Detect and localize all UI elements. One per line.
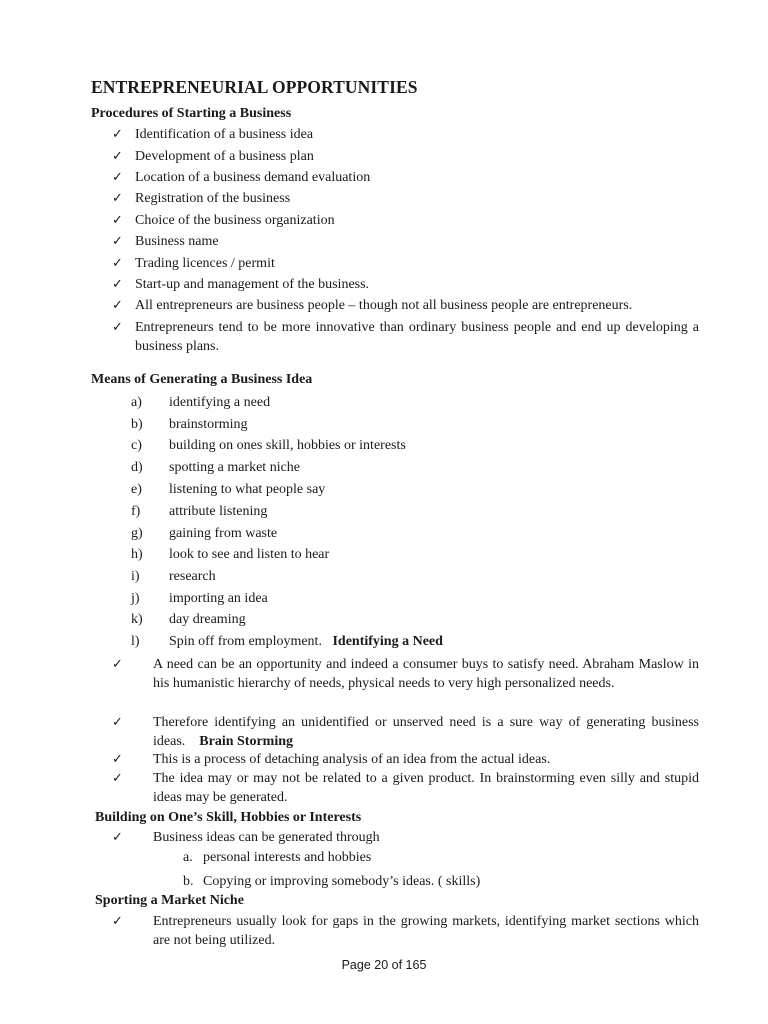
list-item: personal interests and hobbies bbox=[203, 850, 372, 865]
building-heading: Building on One’s Skill, Hobbies or Interests bbox=[95, 810, 362, 825]
paragraph: A need can be an opportunity and indeed a consumer buys to satisfy need. Abraham Maslow in his humanistic hierarchy of needs, physical needs to very high personalized needs. bbox=[153, 657, 699, 691]
checkmark-icon: ✓ bbox=[112, 914, 123, 929]
list-item: Start-up and management of the business. bbox=[135, 277, 370, 292]
paragraph: This is a process of detaching analysis of an idea from the actual ideas. bbox=[153, 752, 551, 767]
paragraph: Business ideas can be generated through bbox=[153, 830, 380, 845]
list-label: f) bbox=[131, 504, 141, 519]
checkmark-icon: ✓ bbox=[112, 234, 123, 249]
inline-heading-identifying-a-need: Identifying a Need bbox=[332, 634, 443, 649]
list-item: brainstorming bbox=[169, 417, 248, 432]
list-item: building on ones skill, hobbies or interests bbox=[169, 438, 406, 453]
list-label: e) bbox=[131, 482, 142, 497]
checkmark-icon: ✓ bbox=[112, 657, 123, 672]
checkmark-icon: ✓ bbox=[112, 298, 123, 313]
page-number: Page 20 of 165 bbox=[341, 958, 427, 972]
checkmark-icon: ✓ bbox=[112, 771, 123, 786]
list-item: listening to what people say bbox=[169, 482, 326, 497]
checkmark-icon: ✓ bbox=[112, 752, 123, 767]
checkmark-icon: ✓ bbox=[112, 191, 123, 206]
list-item: Business name bbox=[135, 234, 219, 249]
paragraph: The idea may or may not be related to a given product. In brainstorming even silly and stupid ideas may be generated. bbox=[153, 771, 699, 805]
checkmark-icon: ✓ bbox=[112, 149, 123, 164]
list-label: j) bbox=[131, 591, 140, 606]
list-item: gaining from waste bbox=[169, 526, 278, 541]
means-heading: Means of Generating a Business Idea bbox=[91, 372, 313, 387]
list-item: Registration of the business bbox=[135, 191, 291, 206]
list-item: day dreaming bbox=[169, 612, 246, 627]
checkmark-icon: ✓ bbox=[112, 213, 123, 228]
list-label: c) bbox=[131, 438, 142, 453]
list-item: Trading licences / permit bbox=[135, 256, 275, 271]
procedures-heading: Procedures of Starting a Business bbox=[91, 106, 292, 121]
list-item: attribute listening bbox=[169, 504, 268, 519]
list-label: a) bbox=[131, 395, 142, 410]
list-label: k) bbox=[131, 612, 143, 627]
list-item: spotting a market niche bbox=[169, 460, 301, 475]
paragraph bbox=[153, 713, 699, 751]
checkmark-icon: ✓ bbox=[112, 320, 123, 335]
list-item: Development of a business plan bbox=[135, 149, 314, 164]
list-label: d) bbox=[131, 460, 143, 475]
list-item: All entrepreneurs are business people – though not all business people are entrepreneurs. bbox=[135, 298, 633, 313]
list-label: l) bbox=[131, 634, 140, 649]
page-title: ENTREPRENEURIAL OPPORTUNITIES bbox=[91, 77, 418, 97]
list-item: Choice of the business organization bbox=[135, 213, 335, 228]
checkmark-icon: ✓ bbox=[112, 256, 123, 271]
checkmark-icon: ✓ bbox=[112, 715, 123, 730]
list-label: a. bbox=[183, 850, 193, 865]
list-item-text: Spin off from employment. bbox=[169, 634, 322, 649]
checkmark-icon: ✓ bbox=[112, 127, 123, 142]
list-label: b) bbox=[131, 417, 143, 432]
list-label: h) bbox=[131, 547, 143, 562]
list-label: g) bbox=[131, 526, 143, 541]
paragraph-text: Therefore identifying an unidentified or unserved need is a sure way of generating business ideas. bbox=[153, 715, 699, 749]
list-item: Location of a business demand evaluation bbox=[135, 170, 371, 185]
list-item: identifying a need bbox=[169, 395, 271, 410]
checkmark-icon: ✓ bbox=[112, 830, 123, 845]
list-label: i) bbox=[131, 569, 140, 584]
checkmark-icon: ✓ bbox=[112, 277, 123, 292]
list-item: research bbox=[169, 569, 216, 584]
list-label: b. bbox=[183, 874, 194, 889]
list-item: look to see and listen to hear bbox=[169, 547, 330, 562]
list-item: Identification of a business idea bbox=[135, 127, 314, 142]
list-item: importing an idea bbox=[169, 591, 268, 606]
list-item bbox=[169, 632, 443, 651]
list-item: Entrepreneurs tend to be more innovative than ordinary business people and end up developing a business plans. bbox=[135, 320, 699, 354]
niche-heading: Sporting a Market Niche bbox=[95, 893, 244, 908]
checkmark-icon: ✓ bbox=[112, 170, 123, 185]
inline-heading-brain-storming: Brain Storming bbox=[199, 734, 293, 749]
list-item: Copying or improving somebody’s ideas. ( skills) bbox=[203, 874, 481, 889]
paragraph: Entrepreneurs usually look for gaps in the growing markets, identifying market sections which are not being utilized. bbox=[153, 914, 699, 948]
